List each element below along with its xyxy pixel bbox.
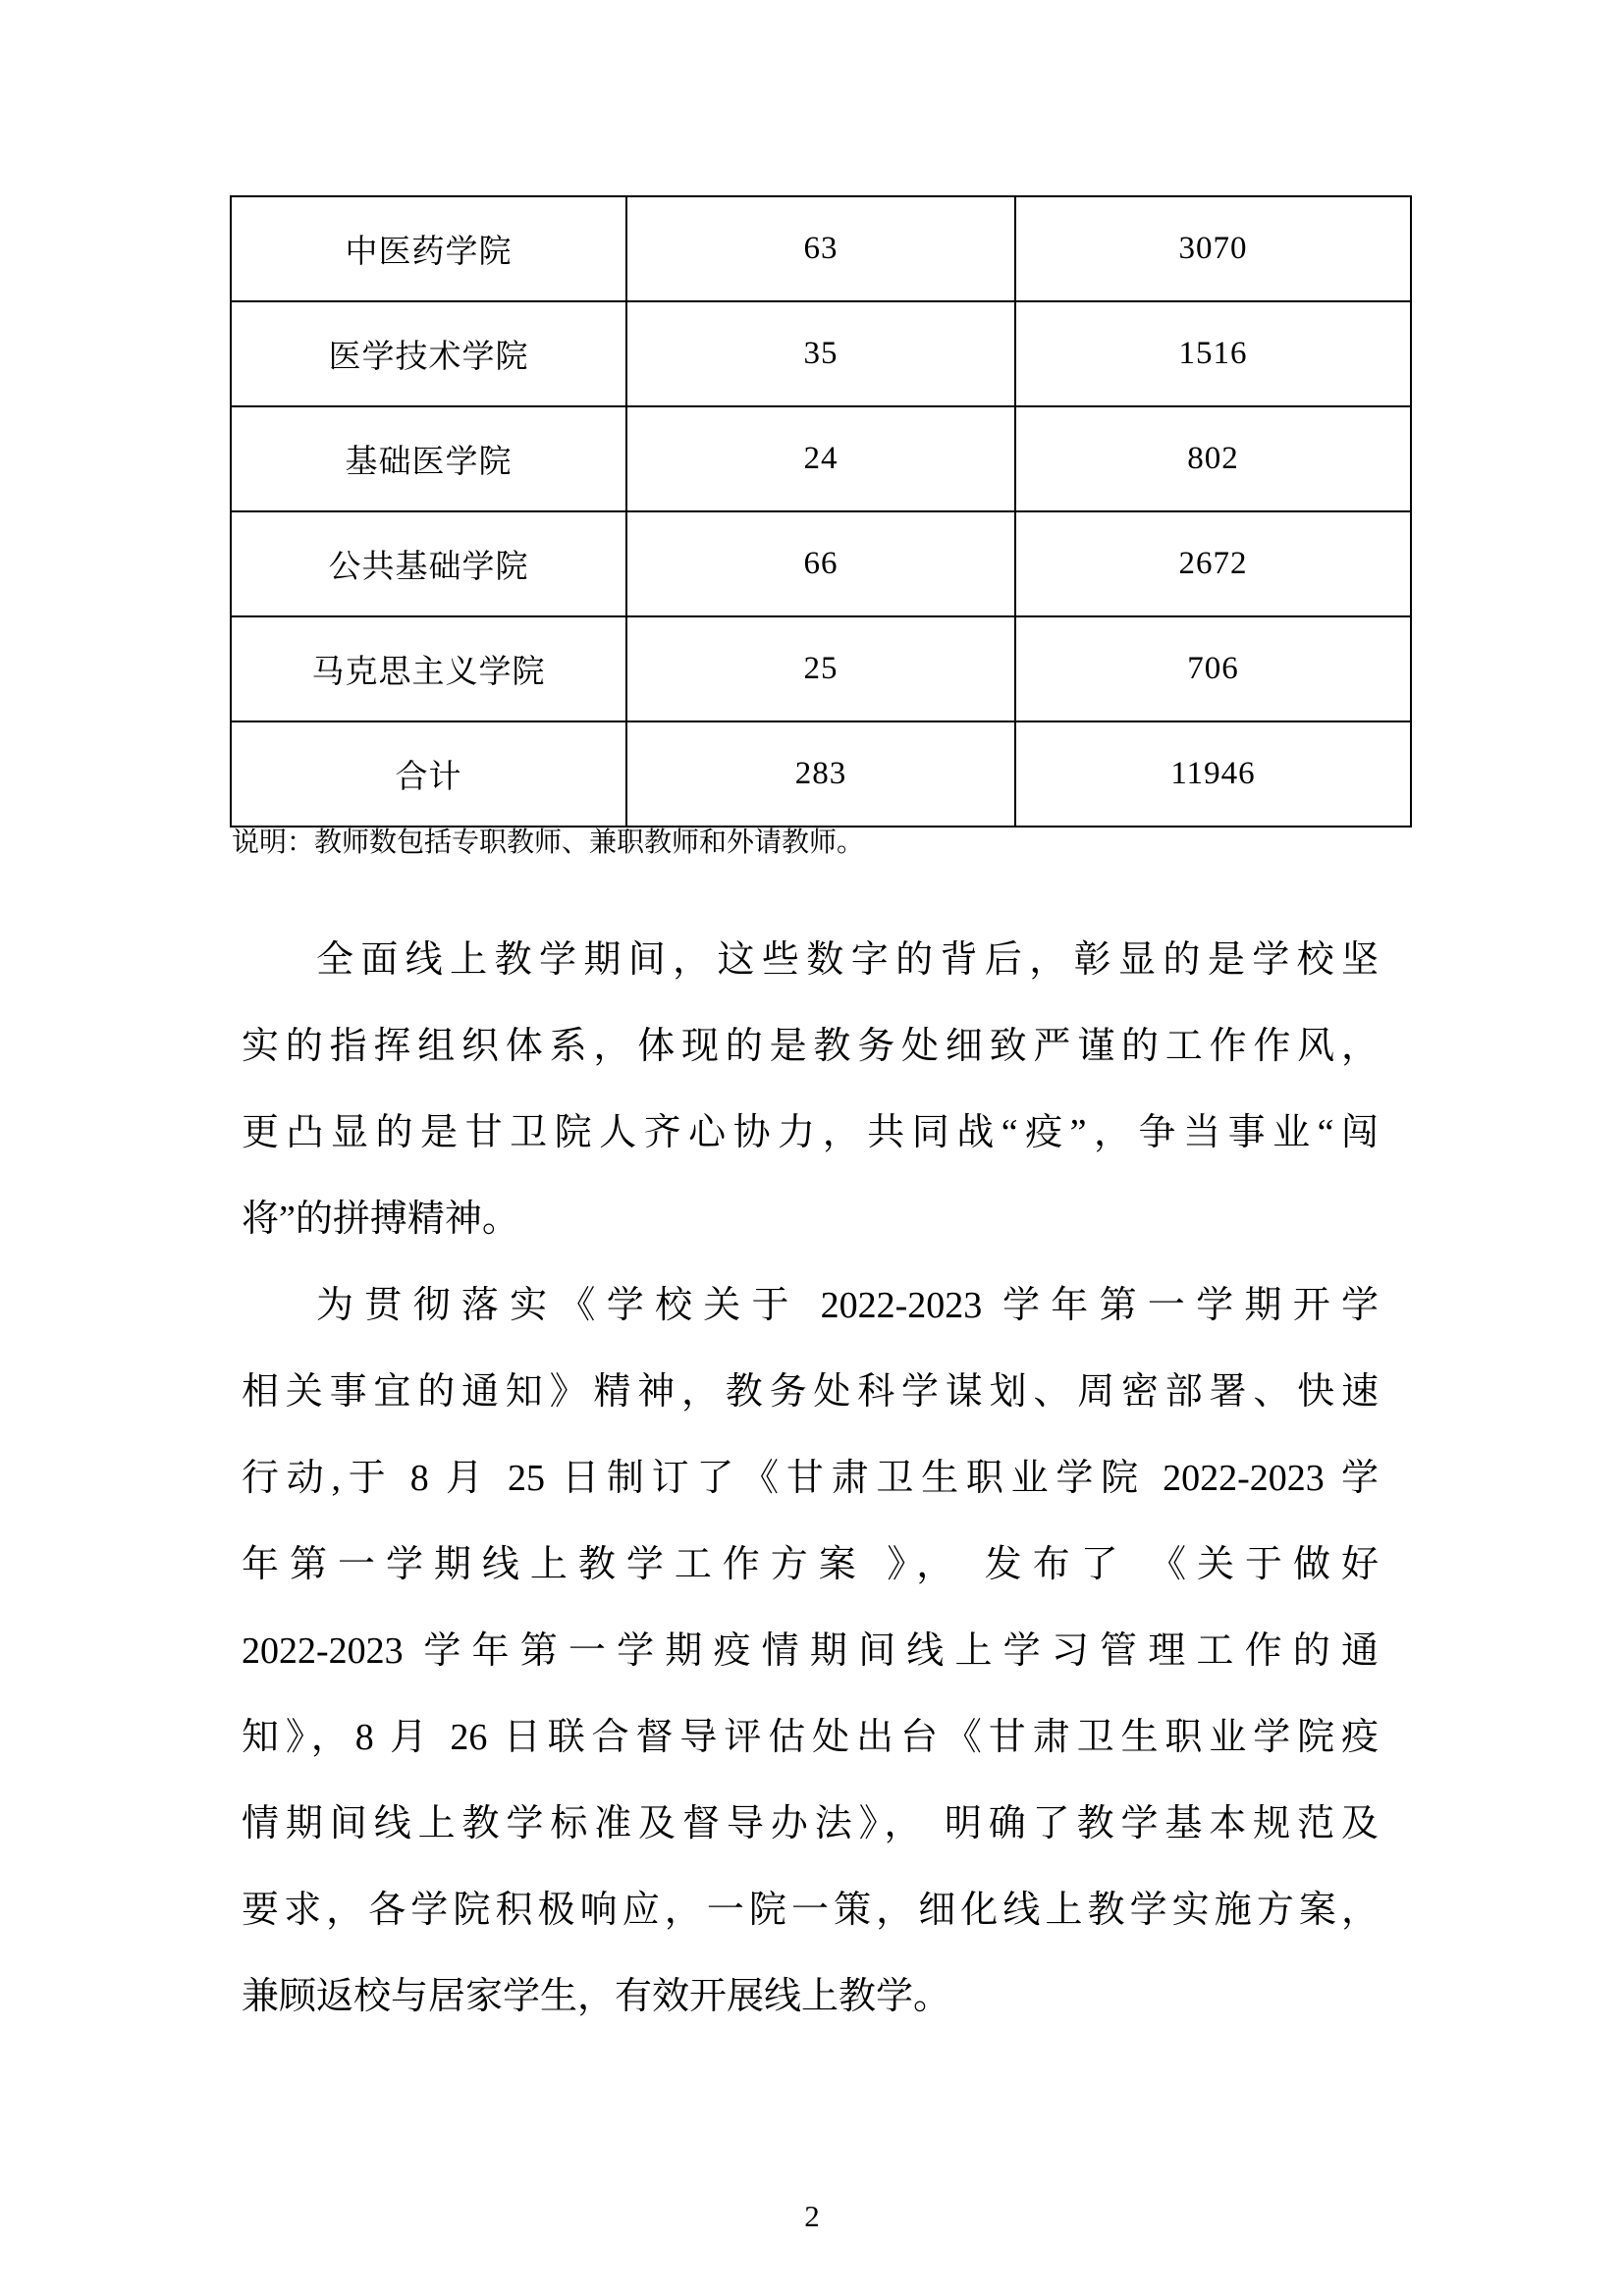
table-cell-students: 706 [1015,616,1411,721]
table-row [231,406,1411,511]
table-cell-students: 11946 [1015,721,1411,827]
text-line: 相关事宜的通知》精神，教务处科学谋划、周密部署、快速 [242,1371,1379,1413]
table-row [231,721,1411,827]
table-cell-students: 802 [1015,406,1411,511]
table-cell-teachers: 24 [626,406,1015,511]
text-line: 全面线上教学期间，这些数字的背后，彰显的是学校坚 [316,939,1379,981]
body-text [242,917,1379,2040]
text-line: 情期间线上教学标准及督导办法》， 明确了教学基本规范及 [242,1803,1379,1844]
table-row [231,196,1411,301]
table-row [231,511,1411,616]
table-cell-college: 公共基础学院 [231,511,626,616]
table-cell-teachers: 25 [626,616,1015,721]
text-line: 将”的拼搏精神。 [242,1199,519,1240]
table-cell-students: 2672 [1015,511,1411,616]
table-cell-college: 合计 [231,721,626,827]
text-line: 知》，8 月 26 日联合督导评估处出台《甘肃卫生职业学院疫 [242,1717,1379,1758]
table-note: 说明：教师数包括专职教师、兼职教师和外请教师。 [232,828,865,858]
text-line: 兼顾返校与居家学生，有效开展线上教学。 [242,1976,951,2017]
text-line: 年第一学期线上教学工作方案 》， 发布了 《关于做好 [242,1544,1379,1585]
table-cell-college: 基础医学院 [231,406,626,511]
text-line: 更凸显的是甘卫院人齐心协力，共同战“疫”，争当事业“闯 [242,1112,1379,1153]
table-cell-students: 3070 [1015,196,1411,301]
table-row [231,616,1411,721]
statistics-table [230,195,1412,828]
text-line: 2022-2023 学年第一学期疫情期间线上学习管理工作的通 [242,1630,1379,1672]
page-number: 2 [804,2199,820,2233]
table-cell-college: 中医药学院 [231,196,626,301]
table-cell-college: 马克思主义学院 [231,616,626,721]
statistics-table-body [231,196,1411,827]
text-line: 要求，各学院积极响应，一院一策，细化线上教学实施方案， [242,1890,1379,1931]
table-cell-teachers: 66 [626,511,1015,616]
table-cell-teachers: 35 [626,301,1015,406]
table-cell-students: 1516 [1015,301,1411,406]
table-cell-teachers: 63 [626,196,1015,301]
text-line: 实的指挥组织体系，体现的是教务处细致严谨的工作作风， [242,1026,1379,1067]
table-cell-college: 医学技术学院 [231,301,626,406]
text-line: 为贯彻落实《学校关于 2022-2023 学年第一学期开学 [316,1285,1379,1326]
text-line: 行动,于 8 月 25 日制订了《甘肃卫生职业学院 2022-2023 学 [242,1458,1379,1499]
table-cell-teachers: 283 [626,721,1015,827]
table-row [231,301,1411,406]
